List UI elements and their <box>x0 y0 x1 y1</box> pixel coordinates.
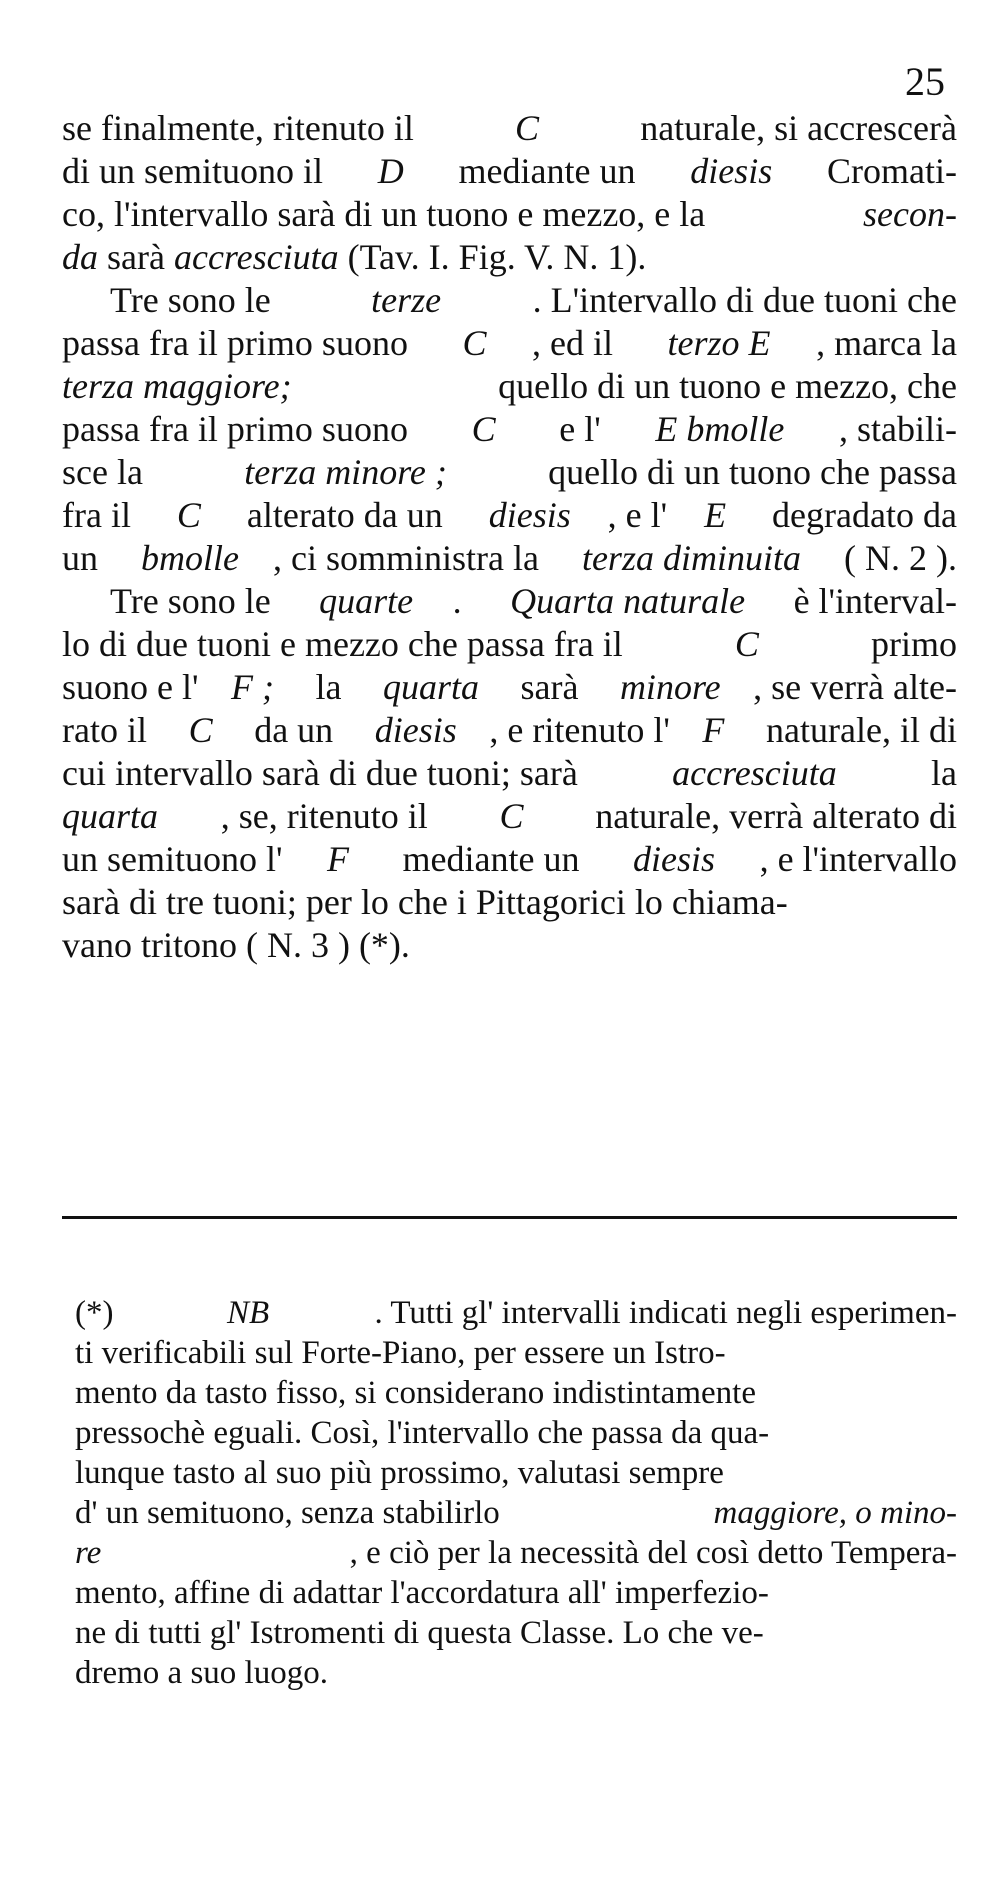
footnote-line: ti verificabili sul Forte-Piano, per essere un Istro- <box>75 1335 726 1371</box>
text-line: se finalmente, ritenuto il C naturale, si accrescerà <box>62 108 957 148</box>
footnote-line: mento, affine di adattar l'accordatura all' imperfezio- <box>75 1575 769 1611</box>
text-line: passa fra il primo suono C e l' E bmolle , stabili- <box>62 409 957 449</box>
text-line: un bmolle , ci somministra la terza diminuita ( N. 2 ). <box>62 538 957 578</box>
text-line: suono e l' F ; la quarta sarà minore , se verrà alte- <box>62 667 957 707</box>
text-line: passa fra il primo suono C , ed il terzo E , marca la <box>62 323 957 363</box>
text-line: sce la terza minore ; quello di un tuono che passa <box>62 452 957 492</box>
footnote-line: mento da tasto fisso, si considerano indistintamente <box>75 1375 756 1411</box>
text-line: da sarà accresciuta (Tav. I. Fig. V. N. 1). <box>62 237 647 277</box>
text-line: di un semituono il D mediante un diesis Cromati- <box>62 151 957 191</box>
text-line: Tre sono le quarte . Quarta naturale è l'interval- <box>110 581 957 621</box>
text-line: vano tritono ( N. 3 ) (*). <box>62 925 410 965</box>
text-line: lo di due tuoni e mezzo che passa fra il C primo <box>62 624 957 664</box>
footnote-line: re , e ciò per la necessità del così detto Tempera- <box>75 1535 957 1571</box>
footnote-line: lunque tasto al suo più prossimo, valutasi sempre <box>75 1455 724 1491</box>
footnote-rule <box>62 1216 957 1219</box>
text-line: co, l'intervallo sarà di un tuono e mezzo, e la secon- <box>62 194 957 234</box>
footnote-line: d' un semituono, senza stabilirlo maggiore, o mino- <box>75 1495 957 1531</box>
text-line: quarta , se, ritenuto il C naturale, verrà alterato di <box>62 796 957 836</box>
text-line: un semituono l' F mediante un diesis , e l'intervallo <box>62 839 957 879</box>
footnote-line: (*) NB . Tutti gl' intervalli indicati negli esperimen- <box>75 1295 957 1331</box>
text-line: terza maggiore; quello di un tuono e mezzo, che <box>62 366 957 406</box>
text-line: cui intervallo sarà di due tuoni; sarà accresciuta la <box>62 753 957 793</box>
footnote-line: pressochè eguali. Così, l'intervallo che passa da qua- <box>75 1415 770 1451</box>
footnote-line: dremo a suo luogo. <box>75 1655 328 1691</box>
text-line: rato il C da un diesis , e ritenuto l' F naturale, il di <box>62 710 957 750</box>
page-number: 25 <box>905 59 945 104</box>
text-line: sarà di tre tuoni; per lo che i Pittagorici lo chiama- <box>62 882 788 922</box>
footnote-line: ne di tutti gl' Istromenti di questa Classe. Lo che ve- <box>75 1615 764 1651</box>
text-line: Tre sono le terze . L'intervallo di due tuoni che <box>110 280 957 320</box>
text-line: fra il C alterato da un diesis , e l' E degradato da <box>62 495 957 535</box>
